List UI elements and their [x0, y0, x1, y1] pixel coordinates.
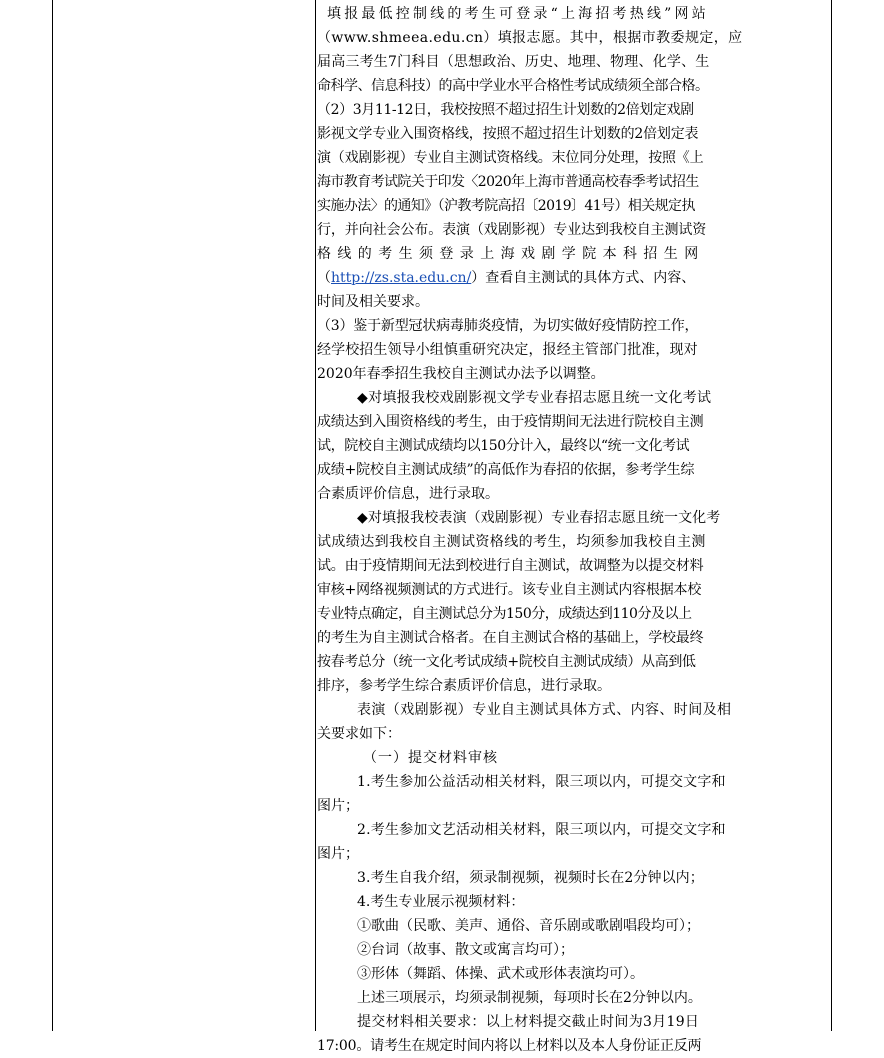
- text-line: 成绩达到入围资格线的考生，由于疫情期间无法进行院校自主测: [317, 414, 704, 430]
- text-line: 实施办法〉的通知》（沪教考院高招〔2019〕41号）相关规定执: [317, 198, 695, 214]
- text-line: 审核+网络视频测试的方式进行。该专业自主测试内容根据本校: [317, 582, 702, 598]
- text-line: 4.考生专业展示视频材料：: [357, 894, 525, 910]
- text-line: 17:00。请考生在规定时间内将以上材料以及本人身份证正反两: [317, 1038, 702, 1054]
- document-table: [52, 0, 832, 1054]
- text-line: ①歌曲（民歌、美声、通俗、音乐剧或歌剧唱段均可）；: [357, 918, 700, 934]
- text-line: 影视文学专业入围资格线，按照不超过招生计划数的2倍划定表: [317, 126, 699, 142]
- text-line: 合素质评价信息，进行录取。: [317, 486, 499, 502]
- text-line: 1.考生参加公益活动相关材料，限三项以内，可提交文字和: [357, 774, 726, 790]
- link-line: [317, 266, 695, 290]
- text-line: ◆对填报我校戏剧影视文学专业春招志愿且统一文化考试: [357, 390, 712, 406]
- text-line: 经学校招生领导小组慎重研究决定，报经主管部门批准，现对: [317, 342, 698, 358]
- text-line: （3）鉴于新型冠状病毒肺炎疫情，为切实做好疫情防控工作，: [317, 318, 699, 334]
- text-line: 的考生为自主测试合格者。在自主测试合格的基础上，学校最终: [317, 630, 704, 646]
- text-line: 排序，参考学生综合素质评价信息，进行录取。: [317, 678, 611, 694]
- text-line: 成绩+院校自主测试成绩”的高低作为春招的依据，参考学生综: [317, 462, 695, 478]
- text-line: 海市教育考试院关于印发〈2020年上海市普通高校春季考试招生: [317, 174, 699, 190]
- text-line: 专业特点确定，自主测试总分为150分，成绩达到110分及以上: [317, 606, 692, 622]
- text-line: ◆对填报我校表演（戏剧影视）专业春招志愿且统一文化考: [357, 510, 721, 526]
- text-line: 演（戏剧影视）专业自主测试资格线。末位同分处理，按照《上: [317, 150, 704, 166]
- text-line: 关要求如下：: [317, 726, 401, 742]
- text-line: 试。由于疫情期间无法到校进行自主测试，故调整为以提交材料: [317, 558, 704, 574]
- text-line: 3.考生自我介绍，须录制视频，视频时长在2分钟以内；: [357, 870, 704, 886]
- text-line: 命科学、信息科技）的高中学业水平合格性考试成绩须全部合格。: [317, 78, 709, 94]
- text-line: 时间及相关要求。: [317, 294, 429, 310]
- text-line: 试，院校自主测试成绩均以150分计入，最终以“统一文化考试: [317, 438, 690, 454]
- table-left-cell: [53, 0, 316, 1031]
- text-line: 届高三考生7门科目（思想政治、历史、地理、物理、化学、生: [317, 54, 710, 70]
- text-line: 2020年春季招生我校自主测试办法予以调整。: [317, 366, 605, 382]
- text-line: ③形体（舞蹈、体操、武术或形体表演均可）。: [357, 966, 644, 982]
- text-line: 上述三项展示，均须录制视频，每项时长在2分钟以内。: [357, 990, 702, 1006]
- text-line: 填报最低控制线的考生可登录“上海招考热线”网站: [327, 6, 709, 22]
- table-right-cell: [317, 0, 829, 1054]
- text-line: 表演（戏剧影视）专业自主测试具体方式、内容、时间及相: [357, 702, 732, 718]
- section-heading: （一）提交材料审核: [363, 750, 498, 766]
- text-segment: 查看自主测试的具体方式、内容、: [485, 270, 696, 286]
- text-line: 格线的考生须登录上海戏剧学院本科招生网: [317, 246, 705, 262]
- text-line: 试成绩达到我校自主测试资格线的考生，均须参加我校自主测: [317, 534, 706, 550]
- text-line: （2）3月11-12日，我校按照不超过招生计划数的2倍划定戏剧: [317, 102, 694, 118]
- text-line: 按春考总分（统一文化考试成绩+院校自主测试成绩）从高到低: [317, 654, 696, 670]
- text-line: （www.shmeea.edu.cn）填报志愿。其中，根据市教委规定，应: [317, 30, 743, 46]
- admissions-link[interactable]: http://zs.sta.edu.cn/: [331, 270, 472, 286]
- link-open-paren: （: [317, 270, 331, 286]
- text-line: 图片；: [317, 846, 359, 862]
- link-close-paren: ）: [471, 270, 486, 286]
- text-line: 行，并向社会公布。表演（戏剧影视）专业达到我校自主测试资: [317, 222, 707, 238]
- text-line: 2.考生参加文艺活动相关材料，限三项以内，可提交文字和: [357, 822, 726, 838]
- text-line: 提交材料相关要求：以上材料提交截止时间为3月19日: [357, 1014, 700, 1030]
- text-line: ②台词（故事、散文或寓言均可）；: [357, 942, 574, 958]
- text-line: 图片；: [317, 798, 359, 814]
